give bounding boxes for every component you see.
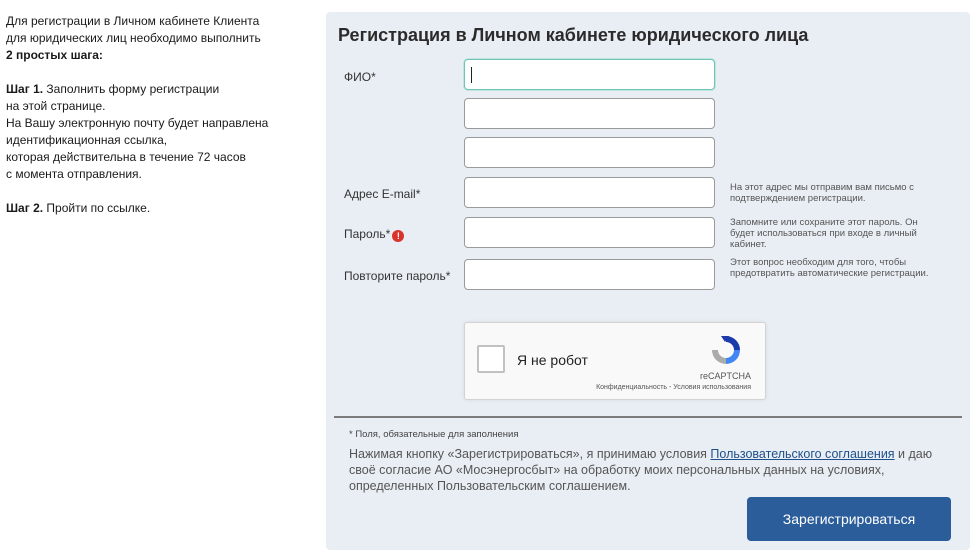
step-2: Шаг 2. Пройти по ссылке.	[6, 201, 151, 215]
step-1-text: идентификационная ссылка,	[6, 133, 168, 147]
text-caret	[471, 67, 472, 83]
password-label: Пароль* !	[344, 227, 404, 242]
fio-label: ФИО*	[344, 70, 376, 84]
step-1-text: на этой странице.	[6, 99, 106, 113]
intro-line: для юридических лиц необходимо выполнить	[6, 31, 261, 45]
fio-input-line-3[interactable]	[464, 137, 715, 168]
recaptcha-brand: reCAPTCHA	[699, 371, 751, 381]
step-1-text: с момента отправления.	[6, 167, 142, 181]
recaptcha-widget	[464, 322, 766, 400]
recaptcha-logo-icon	[709, 333, 743, 367]
password-hint: Запомните или сохраните этот пароль. Он будет использоваться при входе в личный кабинет.	[730, 217, 918, 250]
repeat-password-label: Повторите пароль*	[344, 269, 451, 283]
step-1-text: На Вашу электронную почту будет направлена	[6, 116, 269, 130]
repeat-password-hint: Этот вопрос необходим для того, чтобы предотвратить автоматические регистрации.	[730, 257, 929, 279]
warning-icon: !	[392, 230, 404, 242]
user-agreement-link[interactable]: Пользовательского соглашения	[710, 447, 895, 461]
agreement-text: Нажимая кнопку «Зарегистрироваться», я принимаю условия Пользовательского соглашения и даю своё согласие АО «Мосэнергосбыт» на обработку моих персональных данных на условиях, определенных Пользовательским соглашением.	[349, 447, 933, 493]
registration-instructions	[6, 13, 306, 217]
recaptcha-label: Я не робот	[517, 352, 588, 368]
password-input[interactable]	[464, 217, 715, 248]
repeat-password-input[interactable]	[464, 259, 715, 290]
step-1-text: которая действительна в течение 72 часов	[6, 150, 246, 164]
email-hint: На этот адрес мы отправим вам письмо с подтверждением регистрации.	[730, 182, 914, 204]
intro-line: Для регистрации в Личном кабинете Клиента	[6, 14, 260, 28]
step-2-label: Шаг 2.	[6, 201, 44, 215]
recaptcha-checkbox[interactable]	[477, 345, 505, 373]
required-fields-note: * Поля, обязательные для заполнения	[349, 429, 519, 440]
step-1-label: Шаг 1.	[6, 82, 44, 96]
register-button[interactable]: Зарегистрироваться	[747, 497, 951, 541]
email-label: Адрес E-mail*	[344, 187, 421, 201]
registration-form-panel	[326, 12, 970, 550]
fio-input-line-2[interactable]	[464, 98, 715, 129]
divider	[334, 416, 962, 418]
email-input[interactable]	[464, 177, 715, 208]
intro-steps-heading: 2 простых шага:	[6, 48, 103, 62]
recaptcha-links[interactable]: Конфиденциальность - Условия использования	[596, 384, 751, 391]
fio-input-line-1[interactable]	[464, 59, 715, 90]
form-title: Регистрация в Личном кабинете юридического лица	[338, 25, 809, 45]
step-1: Шаг 1. Заполнить форму регистрации	[6, 82, 220, 96]
